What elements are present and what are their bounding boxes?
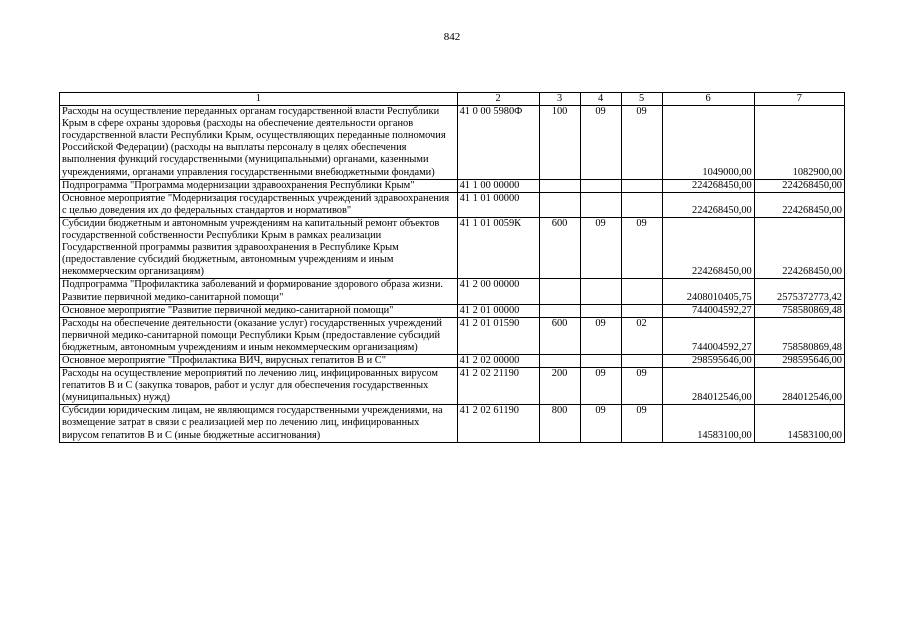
row-code: 41 2 00 00000 <box>457 279 539 304</box>
row-col-5 <box>621 354 662 367</box>
row-name: Основное мероприятие "Развитие первичной медико-санитарной помощи" <box>60 304 458 317</box>
row-col-3 <box>539 179 580 192</box>
row-amount-7: 224268450,00 <box>754 179 844 192</box>
row-col-3 <box>539 279 580 304</box>
row-code: 41 2 02 21190 <box>457 368 539 405</box>
row-code: 41 2 01 01590 <box>457 317 539 354</box>
row-col-4: 09 <box>580 106 621 180</box>
column-header: 7 <box>754 93 844 106</box>
table-row <box>60 192 845 217</box>
row-name: Основное мероприятие "Профилактика ВИЧ, вирусных гепатитов В и С" <box>60 354 458 367</box>
table-row <box>60 179 845 192</box>
row-amount-6: 14583100,00 <box>662 405 754 442</box>
row-code: 41 2 02 00000 <box>457 354 539 367</box>
column-header: 1 <box>60 93 458 106</box>
row-name: Субсидии юридическим лицам, не являющимся государственными учреждениями, на возмещение затрат в связи с реализацией мер по лечению лиц, инфицированных вирусом гепатитов В и С (иные бюджетные ассигнования) <box>60 405 458 442</box>
table-row <box>60 106 845 180</box>
row-col-3 <box>539 192 580 217</box>
table-row <box>60 304 845 317</box>
row-col-5 <box>621 192 662 217</box>
row-amount-6: 224268450,00 <box>662 192 754 217</box>
row-code: 41 1 01 00000 <box>457 192 539 217</box>
row-name: Расходы на осуществление мероприятий по лечению лиц, инфицированных вирусом гепатитов В и С (закупка товаров, работ и услуг для обеспечения государственных (муниципальных) нужд) <box>60 368 458 405</box>
table-header-row <box>60 93 845 106</box>
row-name: Субсидии бюджетным и автономным учреждениям на капитальный ремонт объектов государственной собственности Республики Крым в рамках реализации Государственной программы развития здравоохранения в Республике Крым (предоставление субсидий бюджетным, автономным учреждениям и иным некоммерческим организациям) <box>60 217 458 278</box>
row-col-3 <box>539 304 580 317</box>
row-code: 41 2 02 61190 <box>457 405 539 442</box>
row-name: Расходы на осуществление переданных органам государственной власти Республики Крым в сфере охраны здоровья (расходы на обеспечение деятельности органов государственной власти Республики Крым, осуществляющих переданные полномочия Российской Федерации) (расходы на выплаты персоналу в целях обеспечения выполнения функций государственными (муниципальными) органами, казенными учреждениями, органами управления государственными внебюджетными фондами) <box>60 106 458 180</box>
row-code: 41 1 01 0059К <box>457 217 539 278</box>
column-header: 6 <box>662 93 754 106</box>
row-col-4 <box>580 192 621 217</box>
row-col-5 <box>621 279 662 304</box>
table-row <box>60 354 845 367</box>
row-col-5 <box>621 179 662 192</box>
page-number: 842 <box>443 31 461 43</box>
row-col-4: 09 <box>580 217 621 278</box>
row-col-3: 600 <box>539 217 580 278</box>
row-amount-6: 224268450,00 <box>662 179 754 192</box>
row-col-4: 09 <box>580 368 621 405</box>
row-amount-6: 744004592,27 <box>662 304 754 317</box>
column-header: 3 <box>539 93 580 106</box>
column-header: 2 <box>457 93 539 106</box>
row-name: Расходы на обеспечение деятельности (оказание услуг) государственных учреждений первичной медико-санитарной помощи Республики Крым (предоставление субсидий бюджетным, автономным учреждениям и иным некоммерческим организациям) <box>60 317 458 354</box>
row-col-4: 09 <box>580 317 621 354</box>
row-col-5: 09 <box>621 217 662 278</box>
row-col-4: 09 <box>580 405 621 442</box>
row-name: Основное мероприятие "Модернизация государственных учреждений здравоохранения с целью доведения их до федеральных стандартов и нормативов" <box>60 192 458 217</box>
row-col-3 <box>539 354 580 367</box>
row-amount-6: 298595646,00 <box>662 354 754 367</box>
table-row <box>60 405 845 442</box>
row-col-3: 800 <box>539 405 580 442</box>
row-col-5: 02 <box>621 317 662 354</box>
column-header: 4 <box>580 93 621 106</box>
row-amount-6: 744004592,27 <box>662 317 754 354</box>
row-amount-6: 1049000,00 <box>662 106 754 180</box>
row-amount-6: 224268450,00 <box>662 217 754 278</box>
row-col-5: 09 <box>621 106 662 180</box>
row-amount-7: 1082900,00 <box>754 106 844 180</box>
row-col-5 <box>621 304 662 317</box>
table-row <box>60 217 845 278</box>
row-name: Подпрограмма "Профилактика заболеваний и формирование здорового образа жизни. Развитие первичной медико-санитарной помощи" <box>60 279 458 304</box>
table-row <box>60 279 845 304</box>
row-col-5: 09 <box>621 368 662 405</box>
row-col-4 <box>580 179 621 192</box>
row-amount-7: 224268450,00 <box>754 192 844 217</box>
row-amount-7: 224268450,00 <box>754 217 844 278</box>
row-code: 41 2 01 00000 <box>457 304 539 317</box>
table-row <box>60 368 845 405</box>
row-amount-7: 298595646,00 <box>754 354 844 367</box>
row-col-3: 200 <box>539 368 580 405</box>
row-code: 41 0 00 5980Ф <box>457 106 539 180</box>
column-header: 5 <box>621 93 662 106</box>
row-amount-7: 758580869,48 <box>754 304 844 317</box>
row-col-4 <box>580 279 621 304</box>
row-amount-7: 284012546,00 <box>754 368 844 405</box>
row-col-5: 09 <box>621 405 662 442</box>
row-col-3: 100 <box>539 106 580 180</box>
row-amount-7: 2575372773,42 <box>754 279 844 304</box>
row-col-4 <box>580 304 621 317</box>
row-name: Подпрограмма "Программа модернизации здравоохранения Республики Крым" <box>60 179 458 192</box>
row-amount-6: 284012546,00 <box>662 368 754 405</box>
table-row <box>60 317 845 354</box>
row-col-3: 600 <box>539 317 580 354</box>
row-amount-7: 758580869,48 <box>754 317 844 354</box>
row-code: 41 1 00 00000 <box>457 179 539 192</box>
budget-table <box>59 92 845 443</box>
row-amount-6: 2408010405,75 <box>662 279 754 304</box>
row-col-4 <box>580 354 621 367</box>
row-amount-7: 14583100,00 <box>754 405 844 442</box>
